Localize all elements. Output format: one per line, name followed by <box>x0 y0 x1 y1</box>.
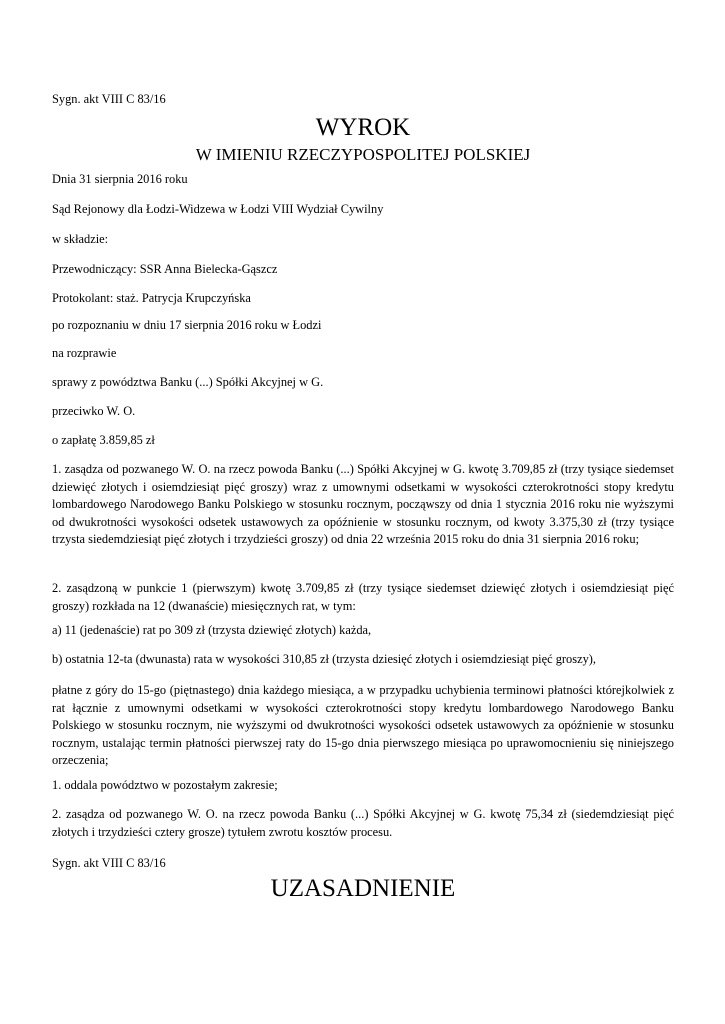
judgment-date: Dnia 31 sierpnia 2016 roku <box>52 172 188 186</box>
court-clerk: Protokolant: staż. Patrycja Krupczyńska <box>52 291 251 305</box>
composition-label: w składzie: <box>52 232 109 246</box>
judgment-subtitle: W IMIENIU RZECZYPOSPOLITEJ POLSKIEJ <box>195 145 531 164</box>
case-parties: sprawy z powództwa Banku (...) Spółki Akcyjnej w G. <box>52 375 324 389</box>
case-signature-top: Sygn. akt VIII C 83/16 <box>52 92 166 106</box>
ruling-point-4: 2. zasądza od pozwanego W. O. na rzecz powoda Banku (...) Spółki Akcyjnej w G. kwotę 75,34 zł (siedemdziesiąt pięć złotych i trzydzieści cztery grosze) tytułem zwrotu kosztów procesu. <box>52 807 674 839</box>
installment-a: a) 11 (jedenaście) rat po 309 zł (trzysta dziewięć złotych) każda, <box>52 623 372 637</box>
ruling-point-3: 1. oddala powództwo w pozostałym zakresie; <box>52 778 278 792</box>
claim-amount: o zapłatę 3.859,85 zł <box>52 433 155 447</box>
session-type: na rozprawie <box>52 346 117 360</box>
hearing-info: po rozpoznaniu w dniu 17 sierpnia 2016 roku w Łodzi <box>52 318 322 332</box>
ruling-point-2: 2. zasądzoną w punkcie 1 (pierwszym) kwotę 3.709,85 zł (trzy tysiące siedemset dziewięć złotych i osiemdziesiąt pięć groszy) rozkłada na 12 (dwanaście) miesięcznych rat, w tym: <box>52 581 674 613</box>
payment-terms: płatne z góry do 15-go (piętnastego) dnia każdego miesiąca, a w przypadku uchybienia terminowi płatności którejkolwiek z rat łącznie z umownymi odsetkami w wysokości czterokrotności stopy kredytu lombardowego Narodowego Banku Polskiego w stosunku rocznym, nie wyższymi od dwukrotności wysokości odsetek ustawowych za opóźnienie w stosunku rocznym, ustalając termin płatności pierwszej raty do 15-go dnia pierwszego miesiąca po uprawomocnieniu się niniejszego orzeczenia; <box>52 683 674 767</box>
installment-b: b) ostatnia 12-ta (dwunasta) rata w wysokości 310,85 zł (trzysta dziesięć złotych i osiemdziesiąt pięć groszy), <box>52 652 596 666</box>
justification-title: UZASADNIENIE <box>270 875 456 902</box>
ruling-point-1: 1. zasądza od pozwanego W. O. na rzecz powoda Banku (...) Spółki Akcyjnej w G. kwotę 3.709,85 zł (trzy tysiące siedemset dziewięć złotych i osiemdziesiąt pięć groszy) wraz z umownymi odsetkami w wysokości czterokrotności stopy kredytu lombardowego Narodowego Banku Polskiego w stosunku rocznym, począwszy od dnia 1 stycznia 2016 roku nie wyższymi od dwukrotności wysokości odsetek ustawowych za opóźnienie w stosunku rocznym, od kwoty 3.375,30 zł (trzy tysiące trzysta siedemdziesiąt pięć złotych i trzydzieści groszy) od dnia 22 września 2015 roku do dnia 31 sierpnia 2016 roku; <box>52 462 674 546</box>
presiding-judge: Przewodniczący: SSR Anna Bielecka-Gąszcz <box>52 262 278 276</box>
case-signature-bottom: Sygn. akt VIII C 83/16 <box>52 856 166 870</box>
judgment-title: WYROK <box>315 114 411 141</box>
defendant: przeciwko W. O. <box>52 404 136 418</box>
court-name: Sąd Rejonowy dla Łodzi-Widzewa w Łodzi VIII Wydział Cywilny <box>52 202 384 216</box>
